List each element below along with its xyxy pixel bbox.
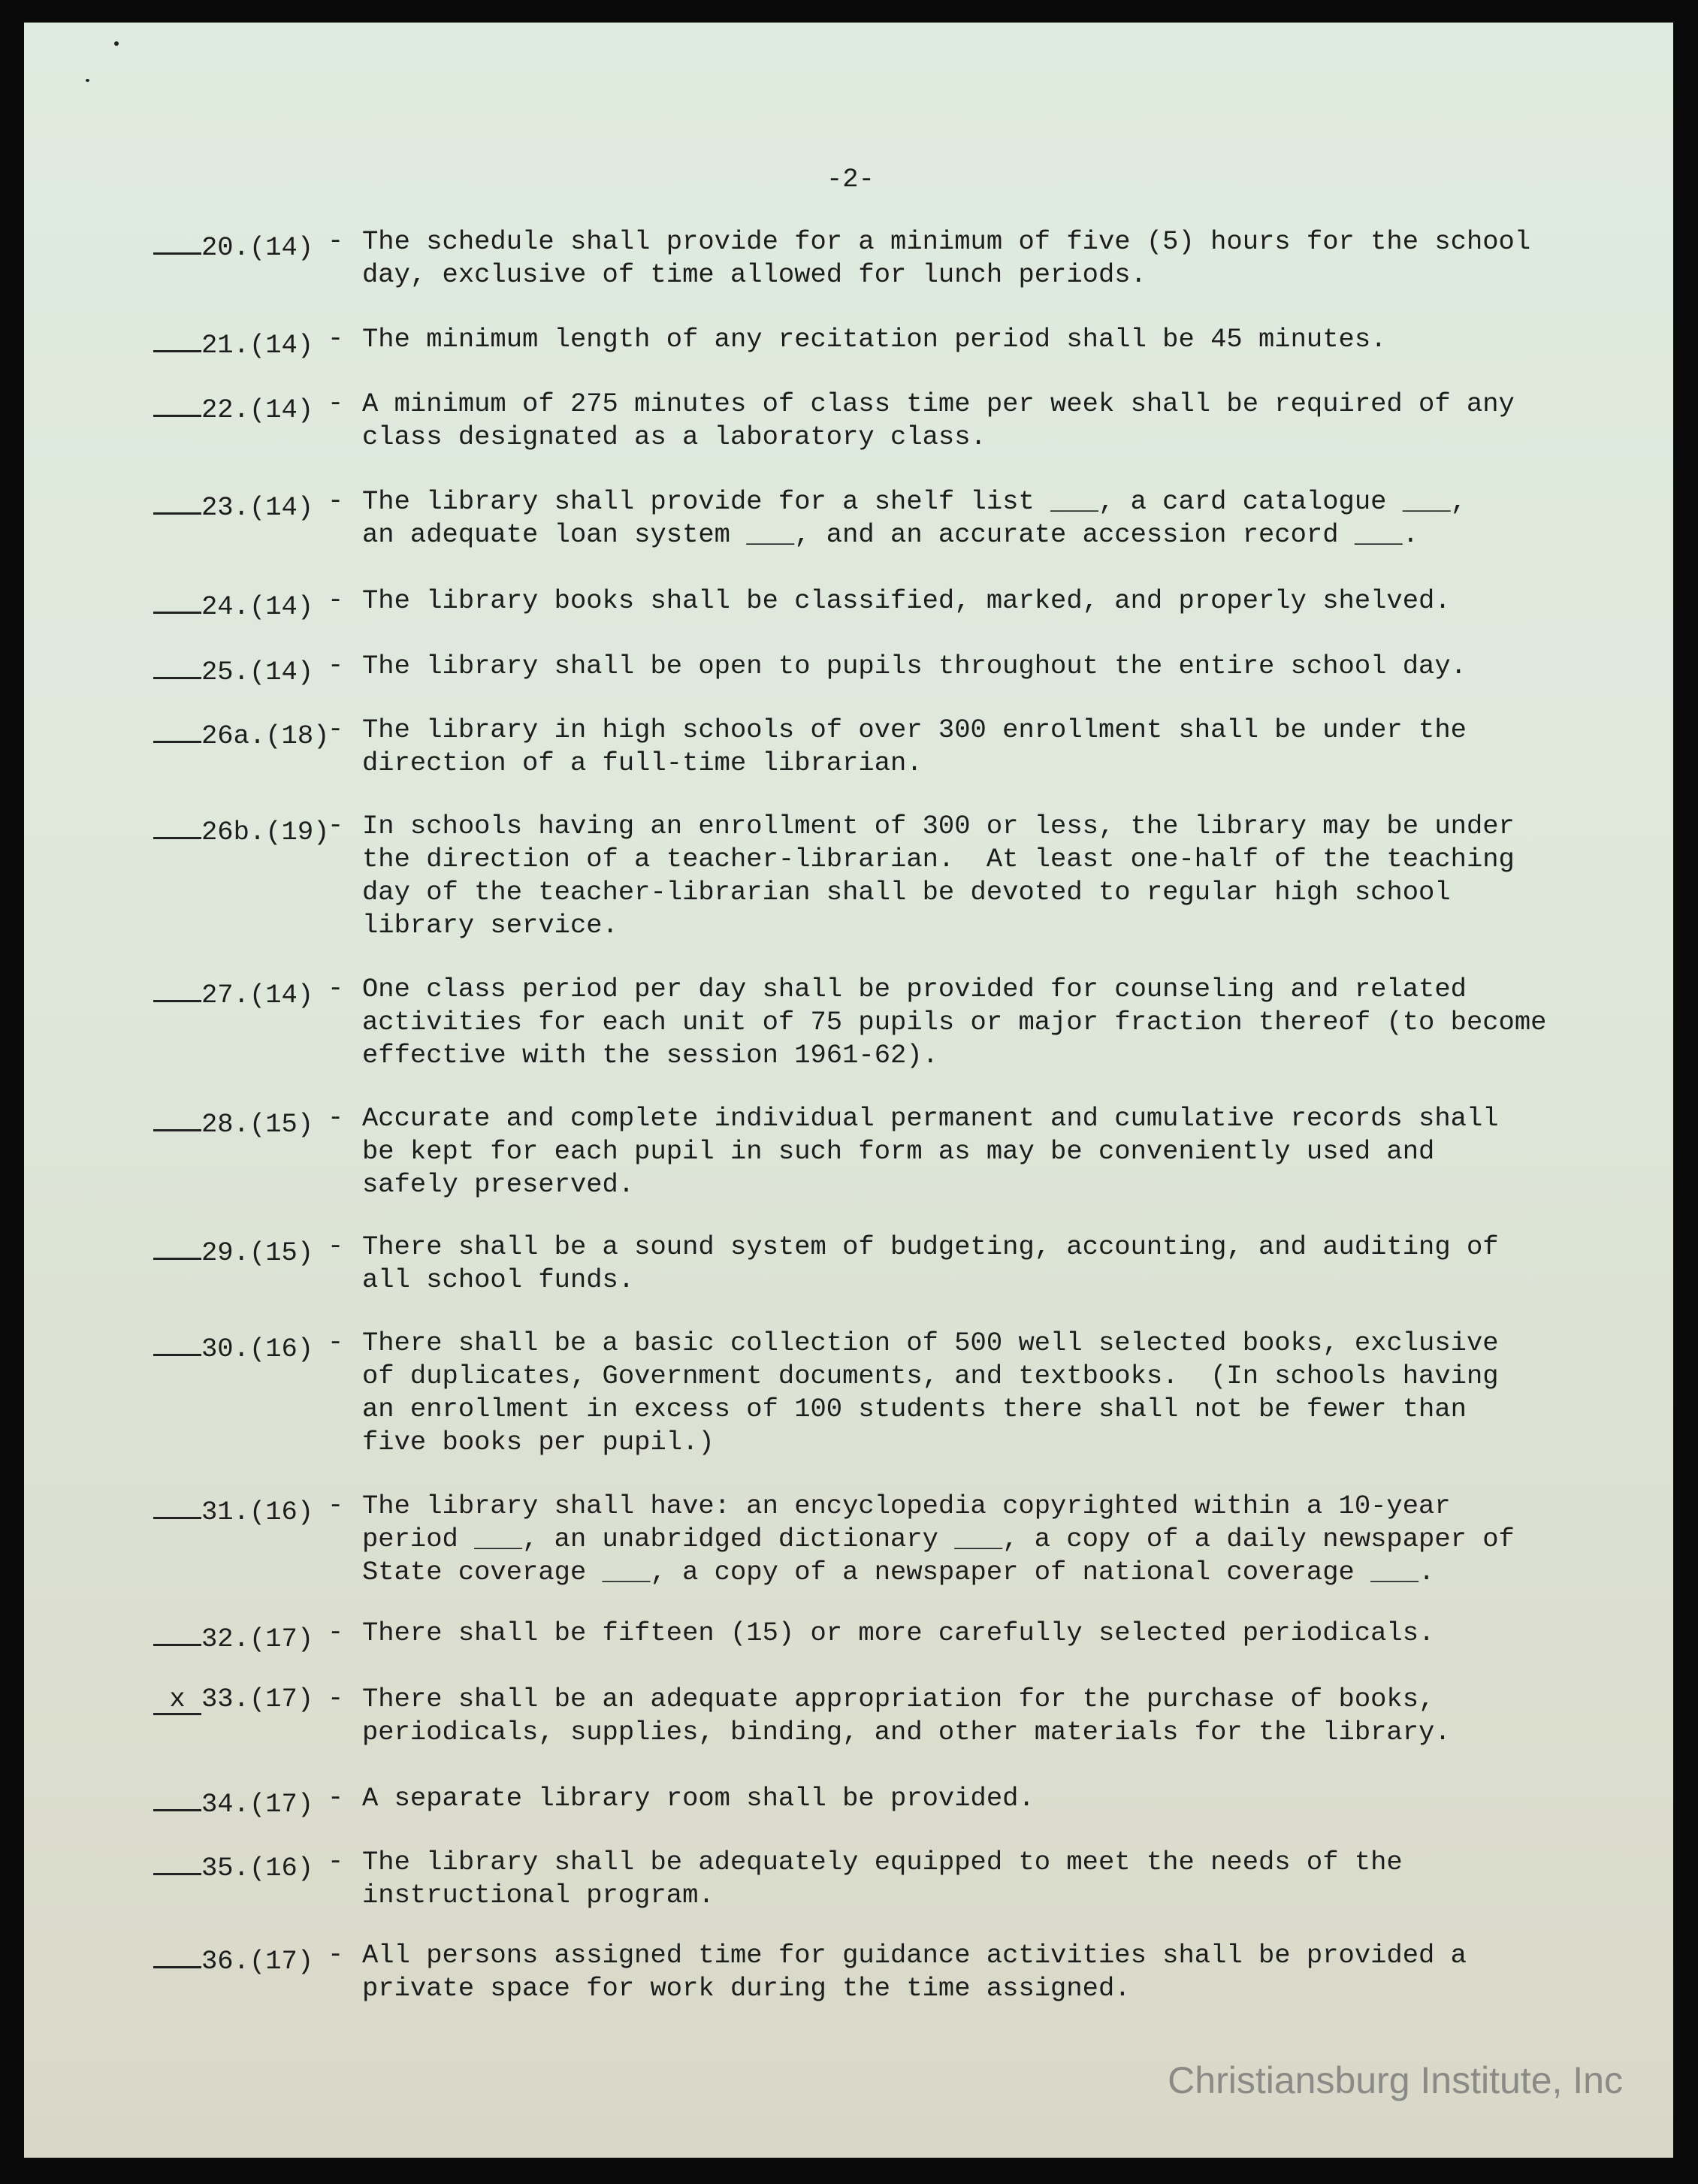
item-text-line: The library shall be open to pupils throughout the entire school day.: [362, 651, 1467, 681]
item-text: [362, 323, 1386, 356]
item-dash: -: [328, 1231, 344, 1261]
item-number: 30.: [201, 1334, 249, 1364]
item-number: 23.: [201, 492, 249, 523]
check-blank[interactable]: [153, 714, 201, 743]
check-blank[interactable]: [153, 1231, 201, 1260]
item-text-line: The library in high schools of over 300 enrollment shall be under the: [362, 714, 1467, 745]
item-number: 35.: [201, 1853, 249, 1883]
item-text-line: All persons assigned time for guidance activities shall be provided a: [362, 1940, 1467, 1971]
item-reference: (15): [249, 1109, 314, 1140]
item-dash: -: [328, 323, 344, 354]
item-text-line: activities for each unit of 75 pupils or major fraction thereof (to become: [362, 1007, 1547, 1038]
check-blank[interactable]: [153, 810, 201, 839]
item-text-line: The library books shall be classified, marked, and properly shelved.: [362, 585, 1451, 616]
item-reference: (14): [249, 492, 314, 523]
check-blank[interactable]: [153, 973, 201, 1002]
item-text: [362, 1617, 1434, 1650]
item-text-line: There shall be a sound system of budgeting, accounting, and auditing of: [362, 1231, 1499, 1262]
item-text-line: library service.: [362, 910, 618, 941]
item-number: 21.: [201, 330, 249, 361]
item-reference: (19): [265, 817, 330, 847]
item-number: 24.: [201, 591, 249, 622]
item-text: [362, 225, 1530, 292]
item-text-line: The schedule shall provide for a minimum of five (5) hours for the school: [362, 226, 1531, 257]
item-number: 26b.: [201, 817, 266, 847]
check-blank[interactable]: [153, 323, 201, 352]
item-text: [362, 1782, 1035, 1815]
item-text: [362, 1231, 1499, 1297]
check-blank[interactable]: [153, 225, 201, 255]
item-number: 27.: [201, 980, 249, 1010]
item-text-line: day, exclusive of time allowed for lunch periods.: [362, 259, 1147, 290]
item-reference: (17): [249, 1789, 314, 1820]
item-number: 32.: [201, 1624, 249, 1654]
item-text: [362, 1846, 1403, 1912]
check-blank[interactable]: [153, 1102, 201, 1131]
item-number: 36.: [201, 1946, 249, 1977]
check-blank[interactable]: [153, 485, 201, 515]
item-number: 25.: [201, 657, 249, 687]
item-number: 26a.: [201, 720, 266, 751]
item-text: [362, 1683, 1451, 1749]
item-dash: -: [328, 388, 344, 418]
item-text-line: One class period per day shall be provided for counseling and related: [362, 974, 1467, 1004]
paper-speck: [86, 79, 89, 82]
item-text-line: A separate library room shall be provided.: [362, 1783, 1035, 1814]
item-text-line: The minimum length of any recitation period shall be 45 minutes.: [362, 324, 1387, 355]
check-blank[interactable]: x: [153, 1686, 201, 1715]
item-text-line: Accurate and complete individual permanent and cumulative records shall: [362, 1103, 1499, 1134]
check-blank[interactable]: [153, 388, 201, 417]
item-text-line: safely preserved.: [362, 1169, 635, 1200]
item-reference: (14): [249, 394, 314, 425]
item-number: 20.: [201, 232, 249, 263]
item-dash: -: [328, 973, 344, 1004]
item-text-line: private space for work during the time assigned.: [362, 1973, 1131, 2004]
item-text-line: The library shall be adequately equipped to meet the needs of the: [362, 1847, 1403, 1877]
item-dash: -: [328, 1102, 344, 1133]
item-dash: -: [328, 485, 344, 516]
check-blank[interactable]: [153, 1846, 201, 1875]
item-reference: (17): [249, 1946, 314, 1977]
item-text-line: be kept for each pupil in such form as may be conveniently used and: [362, 1136, 1435, 1167]
item-text: [362, 1490, 1515, 1589]
item-text-line: class designated as a laboratory class.: [362, 421, 986, 452]
item-text-line: an enrollment in excess of 100 students there shall not be fewer than: [362, 1394, 1467, 1424]
item-text-line: an adequate loan system ___, and an accurate accession record ___.: [362, 519, 1419, 550]
item-number: 33.: [201, 1684, 249, 1714]
item-text-line: State coverage ___, a copy of a newspaper of national coverage ___.: [362, 1557, 1435, 1587]
item-text-line: day of the teacher-librarian shall be devoted to regular high school: [362, 877, 1451, 908]
item-reference: (16): [249, 1497, 314, 1527]
item-dash: -: [328, 1939, 344, 1970]
check-blank[interactable]: [153, 650, 201, 679]
item-text-line: direction of a full-time librarian.: [362, 748, 923, 778]
item-reference: (16): [249, 1334, 314, 1364]
watermark: Christiansburg Institute, Inc: [1168, 2059, 1623, 2101]
item-text-line: of duplicates, Government documents, and textbooks. (In schools having: [362, 1361, 1499, 1391]
item-text: [362, 810, 1515, 942]
item-text: [362, 1102, 1499, 1201]
item-number: 34.: [201, 1789, 249, 1820]
item-text-line: In schools having an enrollment of 300 or less, the library may be under: [362, 811, 1515, 841]
item-dash: -: [328, 225, 344, 256]
item-dash: -: [328, 650, 344, 681]
item-reference: (14): [249, 657, 314, 687]
item-dash: -: [328, 585, 344, 615]
item-reference: (18): [265, 720, 330, 751]
item-text: [362, 973, 1546, 1072]
item-text: [362, 1939, 1467, 2005]
item-text-line: There shall be an adequate appropriation for the purchase of books,: [362, 1684, 1435, 1714]
item-text-line: five books per pupil.): [362, 1427, 715, 1458]
check-blank[interactable]: [153, 585, 201, 614]
item-text-line: instructional program.: [362, 1880, 715, 1911]
item-reference: (14): [249, 330, 314, 361]
paper-speck: [114, 41, 119, 46]
item-dash: -: [328, 810, 344, 841]
item-dash: -: [328, 1782, 344, 1813]
item-text-line: The library shall have: an encyclopedia copyrighted within a 10-year: [362, 1491, 1451, 1521]
item-dash: -: [328, 1617, 344, 1648]
item-text: [362, 585, 1451, 618]
item-text-line: There shall be fifteen (15) or more carefully selected periodicals.: [362, 1618, 1435, 1648]
item-number: 31.: [201, 1497, 249, 1527]
item-dash: -: [328, 1846, 344, 1877]
item-text-line: There shall be a basic collection of 500 well selected books, exclusive: [362, 1328, 1499, 1358]
check-blank[interactable]: [153, 1617, 201, 1646]
item-text-line: periodicals, supplies, binding, and other materials for the library.: [362, 1717, 1451, 1748]
item-text-line: period ___, an unabridged dictionary ___, a copy of a daily newspaper of: [362, 1524, 1515, 1554]
page-number: -2-: [826, 164, 875, 195]
item-text: [362, 485, 1467, 551]
item-number: 22.: [201, 394, 249, 425]
item-text: [362, 388, 1515, 454]
item-text: [362, 1327, 1499, 1459]
item-text-line: The library shall provide for a shelf list ___, a card catalogue ___,: [362, 486, 1467, 517]
item-dash: -: [328, 714, 344, 745]
check-blank[interactable]: [153, 1490, 201, 1519]
item-text-line: A minimum of 275 minutes of class time per week shall be required of any: [362, 388, 1515, 419]
item-reference: (17): [249, 1684, 314, 1714]
item-text-line: all school funds.: [362, 1264, 635, 1295]
item-text: [362, 714, 1467, 780]
item-text: [362, 650, 1467, 683]
item-reference: (14): [249, 232, 314, 263]
item-number: 28.: [201, 1109, 249, 1140]
check-blank[interactable]: [153, 1782, 201, 1811]
check-blank[interactable]: [153, 1327, 201, 1356]
item-dash: -: [328, 1327, 344, 1358]
item-reference: (17): [249, 1624, 314, 1654]
item-number: 29.: [201, 1237, 249, 1268]
item-dash: -: [328, 1490, 344, 1521]
check-blank[interactable]: [153, 1939, 201, 1968]
item-reference: (15): [249, 1237, 314, 1268]
item-text-line: effective with the session 1961-62).: [362, 1040, 938, 1071]
item-reference: (16): [249, 1853, 314, 1883]
item-text-line: the direction of a teacher-librarian. At least one-half of the teaching: [362, 844, 1515, 875]
item-dash: -: [328, 1683, 344, 1714]
item-reference: (14): [249, 591, 314, 622]
item-reference: (14): [249, 980, 314, 1010]
